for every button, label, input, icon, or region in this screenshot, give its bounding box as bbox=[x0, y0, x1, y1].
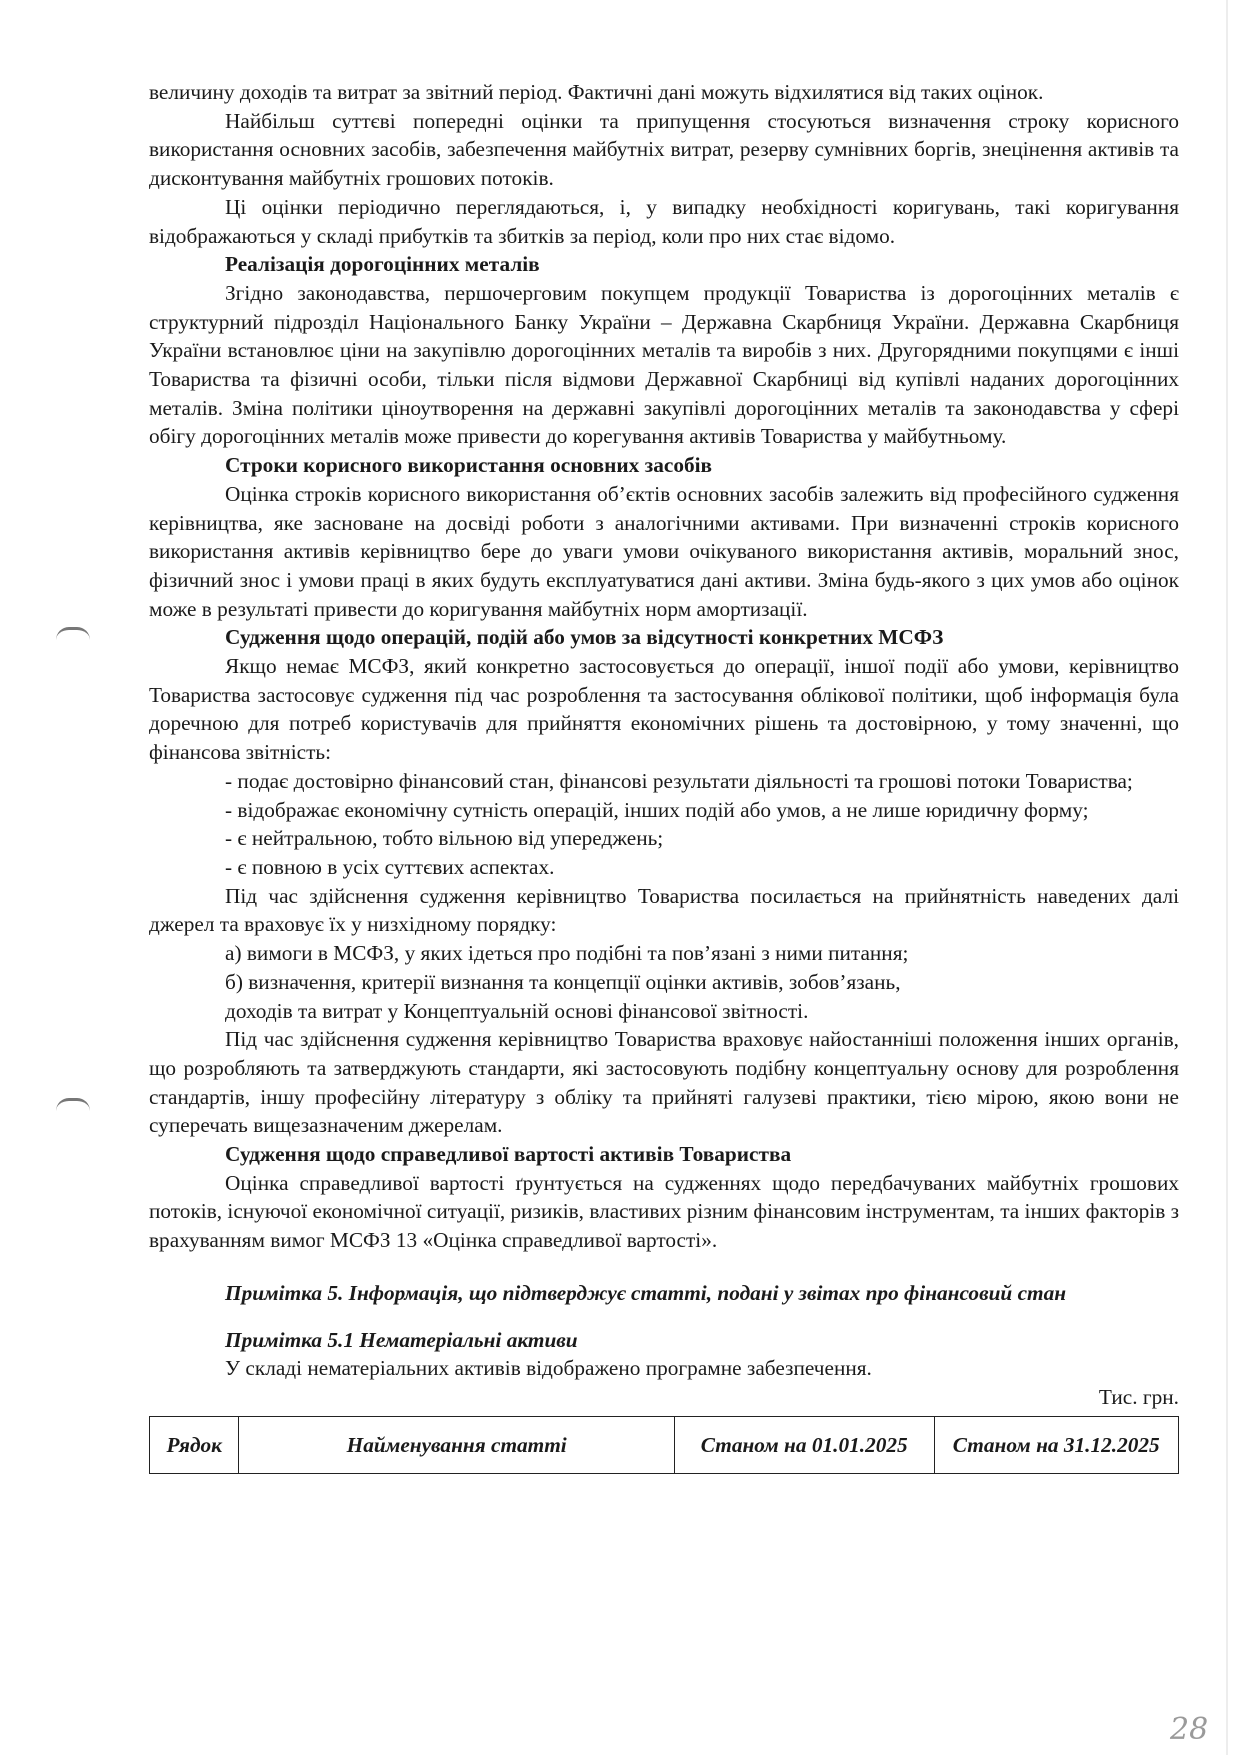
paragraph: величину доходів та витрат за звітний період. Фактичні дані можуть відхилятися від таких оцінок. bbox=[149, 80, 1044, 104]
list-item: - є повною в усіх суттєвих аспектах. bbox=[225, 854, 555, 879]
table-header-cell: Станом на 31.12.2025 bbox=[934, 1416, 1179, 1473]
binder-hole-mark bbox=[56, 1098, 90, 1111]
table-header-cell: Найменування статті bbox=[239, 1416, 674, 1473]
binder-hole-mark bbox=[56, 627, 90, 640]
paragraph: Найбільш суттєві попередні оцінки та припущення стосуються визначення строку корисного використання основних засобів, забезпечення майбутніх витрат, резерву сумнівних боргів, знецінення активів та дисконтування майбутніх грошових потоків. bbox=[149, 108, 1179, 191]
list-item: б) визначення, критерії визнання та концепції оцінки активів, зобов’язань, bbox=[225, 969, 901, 994]
section-heading: Судження щодо справедливої вартості активів Товариства bbox=[225, 1142, 792, 1167]
list-item: а) вимоги в МСФЗ, у яких ідеться про подібні та пов’язані з ними питання; bbox=[225, 941, 909, 966]
paragraph: Якщо немає МСФЗ, який конкретно застосовується до операції, іншої події або умови, керівництво Товариства застосовує судження під час розроблення та застосування облікової політики, щоб інформація була доречною для потреб користувачів для прийняття економічних рішень та достовірною, у тому значенні, що фінансова звітність: bbox=[149, 654, 1179, 765]
table-header-row bbox=[150, 1416, 1179, 1473]
paragraph: Оцінка справедливої вартості ґрунтується на судженнях щодо передбачуваних майбутніх грошових потоків, існуючої економічної ситуації, ризиків, властивих різним фінансовим інструментам, та інших факторів з врахуванням вимог МСФЗ 13 «Оцінка справедливої вартості». bbox=[149, 1170, 1179, 1253]
list-item: доходів та витрат у Концептуальній основі фінансової звітності. bbox=[225, 998, 809, 1023]
note-subheading: Примітка 5.1 Нематеріальні активи bbox=[225, 1327, 578, 1352]
paragraph: Ці оцінки періодично переглядаються, і, у випадку необхідності коригувань, такі коригування відображаються у складі прибутків та збитків за період, коли про них стає відомо. bbox=[149, 194, 1179, 248]
paragraph: У складі нематеріальних активів відображено програмне забезпечення. bbox=[225, 1356, 872, 1381]
scan-edge-line bbox=[1226, 0, 1228, 1755]
paragraph: Оцінка строків корисного використання об’єктів основних засобів залежить від професійного судження керівництва, яке засноване на досвіді роботи з аналогічними активами. При визначенні строків корисного використання активів керівництво бере до уваги умови очікуваного використання активів, моральний знос, фізичний знос і умови праці в яких будуть експлуатуватися дані активи. Зміна будь-якого з цих умов або оцінок може в результаті привести до коригування майбутніх норм амортизації. bbox=[149, 481, 1179, 621]
note-heading: Примітка 5. Інформація, що підтверджує статті, подані у звітах про фінансовий стан bbox=[225, 1280, 1067, 1305]
intangible-assets-table bbox=[149, 1416, 1179, 1474]
document-page bbox=[149, 78, 1179, 1474]
paragraph: Під час здійснення судження керівництво Товариства посилається на прийнятність наведених далі джерел та враховує їх у низхідному порядку: bbox=[149, 883, 1179, 937]
table-header-cell: Станом на 01.01.2025 bbox=[674, 1416, 934, 1473]
section-heading: Реалізація дорогоцінних металів bbox=[225, 252, 540, 277]
list-item: - відображає економічну сутність операцій, інших подій або умов, а не лише юридичну форму; bbox=[225, 797, 1089, 822]
list-item: - подає достовірно фінансовий стан, фінансові результати діяльності та грошові потоки Товариства; bbox=[225, 768, 1133, 793]
paragraph: Згідно законодавства, першочерговим покупцем продукції Товариства із дорогоцінних металів є структурний підрозділ Національного Банку України – Державна Скарбниця України. Державна Скарбниця України встановлює ціни на закупівлю дорогоцінних металів та виробів з них. Другорядними покупцями є інші Товариства та фізичні особи, тільки після відмови Державної Скарбниці від купівлі наданих дорогоцінних металів. Зміна політики ціноутворення на державні закупівлі дорогоцінних металів та законодавства у сфері обігу дорогоцінних металів може привести до корегування активів Товариства у майбутньому. bbox=[149, 280, 1179, 449]
units-label: Тис. грн. bbox=[1098, 1384, 1179, 1409]
table-header-cell: Рядок bbox=[150, 1416, 239, 1473]
list-item: - є нейтральною, тобто вільною від упереджень; bbox=[225, 826, 664, 851]
section-heading: Строки корисного використання основних засобів bbox=[225, 453, 713, 478]
page-number: 28 bbox=[1170, 1712, 1209, 1747]
paragraph: Під час здійснення судження керівництво Товариства враховує найостанніші положення інших органів, що розробляють та затверджують стандарти, які застосовують подібну концептуальну основу для розроблення стандартів, іншу професійну літературу з обліку та прийняті галузеві практики, тією мірою, якою вони не суперечать вищезазначеним джерелам. bbox=[149, 1027, 1179, 1138]
section-heading: Судження щодо операцій, подій або умов за відсутності конкретних МСФЗ bbox=[225, 625, 944, 650]
